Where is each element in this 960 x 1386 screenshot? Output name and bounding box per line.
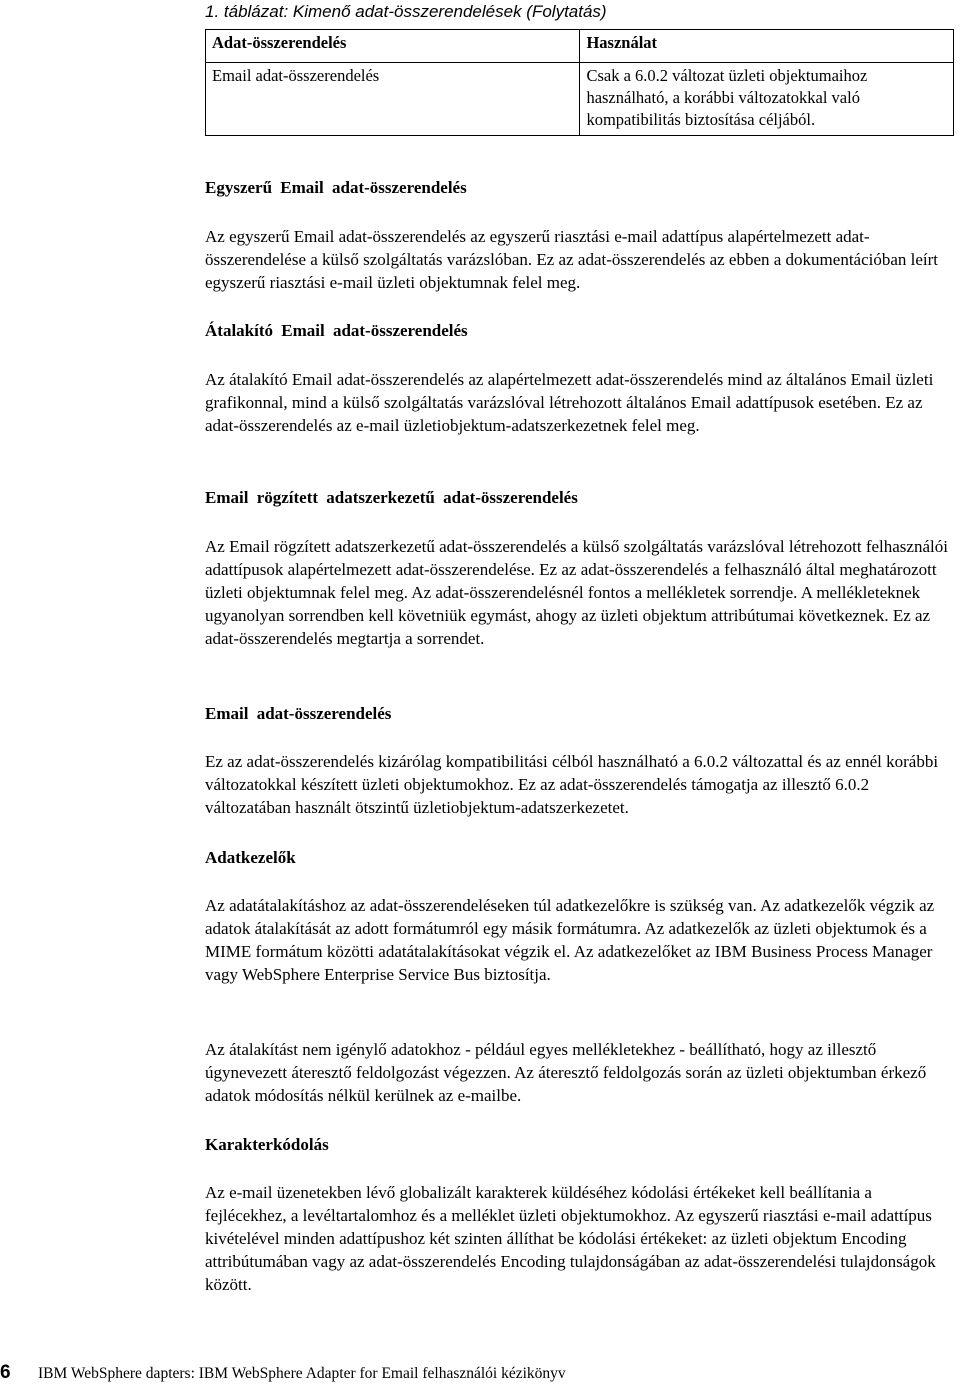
section-paragraph: Az átalakítást nem igénylő adatokhoz - például egyes mellékletekhez - beállítható, hogy az illesztő úgynevezett áteresztő feldolgozást végezzen. Az áteresztő feldolgozás során az üzleti objektumban érkező adatok módosítás nélkül kerülnek az e-mailbe.: [205, 1040, 927, 1105]
table-cell-mapping: Email adat-összerendelés: [206, 63, 580, 136]
section-paragraph: Az adatátalakításhoz az adat-összerendeléseken túl adatkezelőkre is szükség van. Az adatkezelők végzik az adatok átalakítását az adott formátumról egy másik formátumra. Az adatkezelők az üzleti objektumok és a MIME formátum közötti adatátalakításokat végzik el. Az adatkezelőket az IBM Business Process Manager vagy WebSphere Enterprise Service Bus biztosítja.: [205, 896, 935, 984]
section-paragraph: Az e-mail üzenetekben lévő globalizált karakterek küldéséhez kódolási értékeket kell beállítania a fejlécekhez, a levéltartalomhoz és a melléklet üzleti objektumokhoz. Az egyszerű riasztási e-mail adattípus kivételével minden adattípushoz két szinten állíthat be kódolási értékeket: az üzleti objektum Encoding attribútumában vagy az adat-összerendelés Encoding tulajdonságában az adat-összerendelési tulajdonságok között.: [205, 1183, 936, 1294]
page-footer: [0, 1362, 566, 1385]
table-caption: 1. táblázat: Kimenő adat-összerendelések (Folytatás): [205, 2, 607, 21]
table-header-usage: Használat: [580, 30, 954, 63]
section-paragraph: Az átalakító Email adat-összerendelés az alapértelmezett adat-összerendelés mind az általános Email üzleti grafikonnal, mind a külső szolgáltatás varázslóval létrehozott általános Email adattípusok esetében. Ez az adat-összerendelés az e-mail üzletiobjektum-adatszerkezetnek felel meg.: [205, 370, 934, 435]
table-header-row: [206, 30, 954, 63]
section-paragraph: Ez az adat-összerendelés kizárólag kompatibilitási célból használható a 6.0.2 változattal és az ennél korábbi változatokkal készített üzleti objektumokhoz. Ez az adat-összerendelés támogatja az illesztő 6.0.2 változatában használt ötszintű üzletiobjektum-adatszerkezetet.: [205, 752, 939, 817]
mapping-table: [205, 29, 954, 136]
table-row: [206, 63, 954, 136]
page-number: 6: [0, 1362, 11, 1383]
section-heading-simple-email: Egyszerű Email adat-összerendelés: [205, 178, 467, 197]
section-paragraph: Az egyszerű Email adat-összerendelés az egyszerű riasztási e-mail adattípus alapértelmezett adat-összerendelése a külső szolgáltatás varázslóban. Ez az adat-összerendelés az ebben a dokumentációban leírt egyszerű riasztási e-mail üzleti objektumnak felel meg.: [205, 227, 939, 292]
footer-text: IBM WebSphere dapters: IBM WebSphere Adapter for Email felhasználói kézikönyv: [38, 1365, 566, 1382]
section-heading-converter-email: Átalakító Email adat-összerendelés: [205, 321, 468, 340]
table-cell-usage: Csak a 6.0.2 változat üzleti objektumaihoz használható, a korábbi változatokkal való kompatibilitás biztosítása céljából.: [580, 63, 954, 136]
section-heading-fixed-structure-email: Email rögzített adatszerkezetű adat-összerendelés: [205, 488, 578, 507]
section-heading-data-handlers: Adatkezelők: [205, 848, 296, 867]
section-heading-email-mapping: Email adat-összerendelés: [205, 704, 392, 723]
section-paragraph: Az Email rögzített adatszerkezetű adat-összerendelés a külső szolgáltatás varázslóval létrehozott felhasználói adattípusok alapértelmezett adat-összerendelése. Ez az adat-összerendelés a felhasználó által meghatározott üzleti objektumnak felel meg. Az adat-összerendelésnél fontos a mellékletek sorrendje. A mellékleteknek ugyanolyan sorrendben kell követniük egymást, ahogy az üzleti objektum attribútumai következnek. Ez az adat-összerendelés megtartja a sorrendet.: [205, 537, 948, 648]
section-heading-character-encoding: Karakterkódolás: [205, 1135, 329, 1154]
table-header-mapping: Adat-összerendelés: [206, 30, 580, 63]
